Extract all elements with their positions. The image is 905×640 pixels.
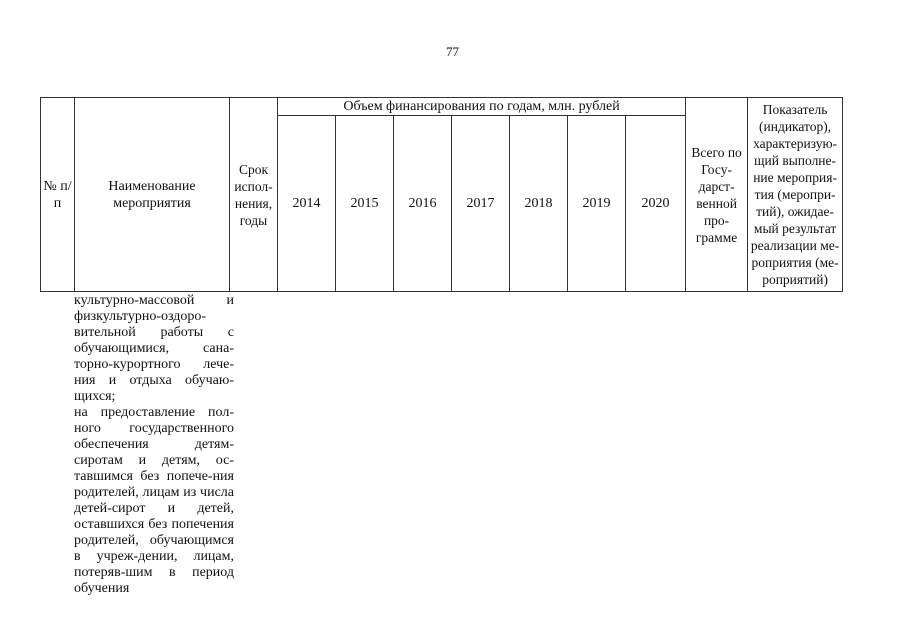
header-year-2017: 2017 xyxy=(452,116,510,292)
header-funding: Объем финансирования по годам, млн. рублей xyxy=(278,98,686,116)
header-year-2014: 2014 xyxy=(278,116,336,292)
header-name: Наименование мероприятия xyxy=(75,98,230,292)
header-year-2019: 2019 xyxy=(568,116,626,292)
header-term: Срок испол-нения, годы xyxy=(230,98,278,292)
header-indicator: Показатель (индикатор), характеризую-щий выполне-ние мероприя-тия (меропри-тий), ожидае-мый результат реализации ме-роприятия (ме-роприятий) xyxy=(748,98,843,292)
header-year-2020: 2020 xyxy=(626,116,686,292)
page-number: 77 xyxy=(446,44,459,59)
header-year-2018: 2018 xyxy=(510,116,568,292)
header-table xyxy=(40,97,843,292)
header-number: № п/п xyxy=(41,98,75,292)
header-total: Всего по Госу-дарст-венной про-грамме xyxy=(686,98,748,292)
header-year-2016: 2016 xyxy=(394,116,452,292)
body-text xyxy=(74,293,234,597)
header-year-2015: 2015 xyxy=(336,116,394,292)
paragraph: на предоставление пол-ного государственного обеспечения детям-сиротам и детям, ос-тавшимся без попече-ния родителей, лицам из числа детей-сирот и детей, оставшихся без попечения родителей, обучающимся в учреж-дении, лицам, потеряв-шим в период обучения xyxy=(74,405,234,596)
paragraph: культурно-массовой и физкультурно-оздоро-вительной работы с обучающимися, сана-торно-курортного лече-ния и отдыха обучаю-щихся; xyxy=(74,293,234,404)
